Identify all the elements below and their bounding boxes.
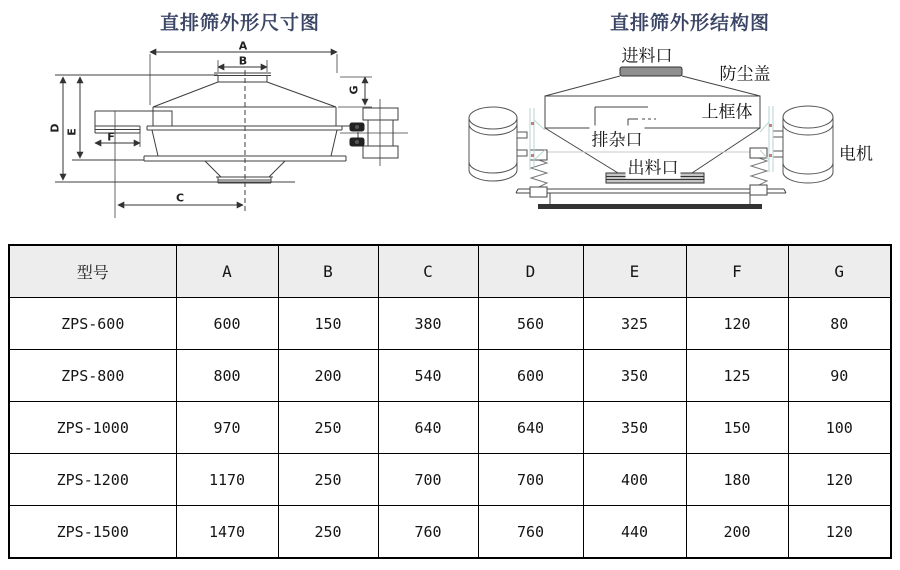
table-cell: 325	[583, 298, 686, 350]
table-cell: 120	[686, 298, 788, 350]
header-cell: B	[278, 245, 378, 298]
table-row	[9, 506, 891, 559]
table-cell: ZPS-1500	[9, 506, 176, 559]
table-cell: 560	[478, 298, 583, 350]
header-cell: C	[378, 245, 478, 298]
label-upper-frame: 上框体	[700, 98, 755, 123]
table-cell: 600	[176, 298, 278, 350]
table-cell: 540	[378, 350, 478, 402]
table-cell: ZPS-800	[9, 350, 176, 402]
table-cell: ZPS-600	[9, 298, 176, 350]
dim-label-f: F	[107, 130, 115, 144]
dimension-diagram-title: 直排筛外形尺寸图	[159, 12, 321, 34]
dimension-diagram-panel	[0, 0, 450, 240]
dim-label-c: C	[175, 191, 185, 205]
dim-label-e: E	[65, 128, 79, 136]
structure-diagram-linework	[450, 0, 900, 240]
table-row	[9, 298, 891, 350]
table-cell: 760	[378, 506, 478, 559]
dim-label-b: B	[238, 54, 248, 68]
structure-diagram-title: 直排筛外形结构图	[609, 12, 771, 34]
table-cell: 1470	[176, 506, 278, 559]
table-cell: 90	[788, 350, 891, 402]
header-cell: D	[478, 245, 583, 298]
table-cell: 120	[788, 506, 891, 559]
table-cell: 640	[478, 402, 583, 454]
label-motor: 电机	[837, 140, 875, 165]
table-cell: 350	[583, 350, 686, 402]
label-discharge-outlet: 出料口	[626, 154, 681, 179]
table-cell: 1170	[176, 454, 278, 506]
table-cell: ZPS-1000	[9, 402, 176, 454]
table-cell: 700	[478, 454, 583, 506]
table-cell: 970	[176, 402, 278, 454]
table-cell: 180	[686, 454, 788, 506]
table-cell: 700	[378, 454, 478, 506]
dim-label-g: G	[347, 85, 361, 95]
table-cell: 100	[788, 402, 891, 454]
table-cell: 800	[176, 350, 278, 402]
dimension-diagram-linework	[0, 0, 450, 240]
table-cell: 200	[686, 506, 788, 559]
table-cell: 640	[378, 402, 478, 454]
table-cell: 200	[278, 350, 378, 402]
structure-diagram-panel	[450, 0, 900, 240]
table-cell: 80	[788, 298, 891, 350]
table-cell: 150	[686, 402, 788, 454]
table-cell: 400	[583, 454, 686, 506]
header-cell: A	[176, 245, 278, 298]
table-cell: 125	[686, 350, 788, 402]
table-row	[9, 350, 891, 402]
label-dust-cover: 防尘盖	[719, 64, 771, 85]
spec-table	[8, 244, 892, 559]
table-row	[9, 402, 891, 454]
dim-label-a: A	[238, 39, 248, 53]
table-cell: 250	[278, 454, 378, 506]
table-cell: ZPS-1200	[9, 454, 176, 506]
table-header-row	[9, 245, 891, 298]
table-cell: 250	[278, 402, 378, 454]
table-cell: 150	[278, 298, 378, 350]
table-cell: 380	[378, 298, 478, 350]
table-cell: 600	[478, 350, 583, 402]
dim-label-d: D	[48, 123, 62, 133]
header-cell: 型号	[9, 245, 176, 298]
table-cell: 250	[278, 506, 378, 559]
header-cell: G	[788, 245, 891, 298]
header-cell: E	[583, 245, 686, 298]
table-cell: 350	[583, 402, 686, 454]
header-cell: F	[686, 245, 788, 298]
table-body	[9, 298, 891, 559]
table-cell: 440	[583, 506, 686, 559]
table-row	[9, 454, 891, 506]
table-cell: 760	[478, 506, 583, 559]
label-impurity-outlet: 排杂口	[590, 126, 645, 151]
table-cell: 120	[788, 454, 891, 506]
label-inlet: 进料口	[621, 46, 673, 67]
